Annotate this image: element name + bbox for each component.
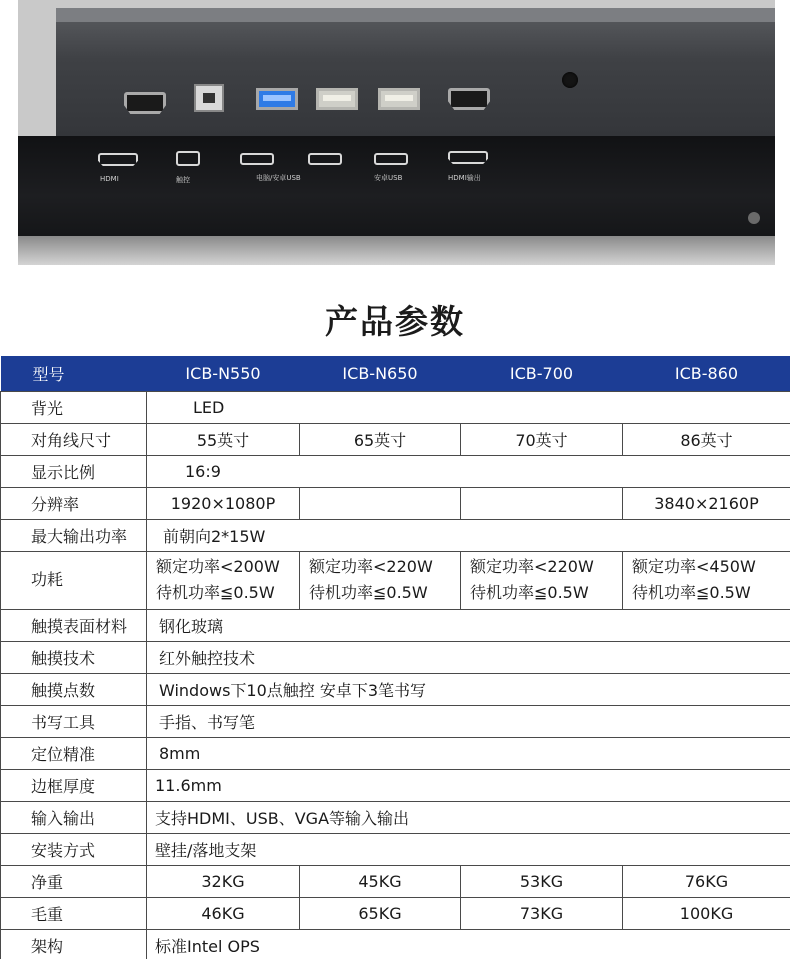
cell-value: 76KG: [623, 865, 790, 897]
cell-value: 53KG: [461, 865, 623, 897]
cell-value: [461, 487, 623, 519]
cell-value: 73KG: [461, 897, 623, 929]
table-row: [1, 519, 790, 551]
row-label: 背光: [1, 391, 147, 423]
row-label: 显示比例: [1, 455, 147, 487]
row-value: 壁挂/落地支架: [147, 833, 790, 865]
cell-value: 45KG: [300, 865, 461, 897]
row-value: 手指、书写笔: [147, 705, 790, 737]
standby-power: 待机功率≦0.5W: [309, 583, 428, 602]
row-value: 11.6mm: [147, 769, 790, 801]
row-value: 标准Intel OPS: [147, 929, 790, 959]
row-label: 触摸表面材料: [1, 609, 147, 641]
table-row: [1, 423, 790, 455]
cell-value: 46KG: [147, 897, 300, 929]
row-value: 红外触控技术: [147, 641, 790, 673]
row-value: 支持HDMI、USB、VGA等输入输出: [147, 801, 790, 833]
header-model: ICB-N550: [147, 356, 300, 391]
usb3-port-icon: [256, 88, 298, 110]
row-label: 净重: [1, 865, 147, 897]
hdmi-out-port-icon: [448, 88, 490, 110]
row-label: 定位精准: [1, 737, 147, 769]
row-label: 输入输出: [1, 801, 147, 833]
rated-power: 额定功率<450W: [632, 557, 756, 576]
table-row: [1, 391, 790, 423]
row-label: 触摸点数: [1, 673, 147, 705]
front-label: HDMI输出: [448, 174, 481, 182]
usb-b-port-icon: [194, 84, 224, 112]
cell-value: 1920×1080P: [147, 487, 300, 519]
top-port-panel: [56, 8, 775, 136]
row-label: 安装方式: [1, 833, 147, 865]
front-label: 安卓USB: [374, 174, 403, 182]
table-row: [1, 705, 790, 737]
table-header-row: [1, 356, 790, 391]
cell-value: 100KG: [623, 897, 790, 929]
cell-value: 55英寸: [147, 423, 300, 455]
hdmi-out-symbol-icon: [448, 151, 488, 164]
table-row: [1, 455, 790, 487]
cell-value: [461, 551, 623, 609]
header-model: ICB-860: [623, 356, 790, 391]
row-label: 边框厚度: [1, 769, 147, 801]
row-label: 分辨率: [1, 487, 147, 519]
front-label: 触控: [176, 176, 190, 184]
usb-symbol-icon: [374, 153, 408, 165]
table-row: [1, 897, 790, 929]
row-label: 书写工具: [1, 705, 147, 737]
header-model-label: 型号: [1, 356, 147, 391]
cell-value: 65英寸: [300, 423, 461, 455]
section-title: 产品参数: [325, 302, 465, 341]
standby-power: 待机功率≦0.5W: [156, 583, 275, 602]
cell-value: 70英寸: [461, 423, 623, 455]
table-row: [1, 865, 790, 897]
standby-power: 待机功率≦0.5W: [470, 583, 589, 602]
standby-power: 待机功率≦0.5W: [632, 583, 751, 602]
table-row: [1, 769, 790, 801]
header-model: ICB-N650: [300, 356, 461, 391]
cell-value: 65KG: [300, 897, 461, 929]
row-value: LED: [147, 391, 790, 423]
hdmi-port-icon: [124, 92, 166, 114]
usb-symbol-icon: [240, 153, 274, 165]
table-row: [1, 641, 790, 673]
row-label: 最大输出功率: [1, 519, 147, 551]
front-label-panel: [18, 136, 775, 236]
row-label: 毛重: [1, 897, 147, 929]
table-row: [1, 609, 790, 641]
rated-power: 额定功率<220W: [309, 557, 433, 576]
spec-table: [0, 356, 790, 959]
sensor-dot-icon: [562, 72, 578, 88]
row-value: 8mm: [147, 737, 790, 769]
row-label: 对角线尺寸: [1, 423, 147, 455]
table-row: [1, 551, 790, 609]
cell-value: [300, 551, 461, 609]
row-value: 16:9: [147, 455, 790, 487]
front-label: 电脑/安卓USB: [256, 174, 301, 182]
table-row: [1, 929, 790, 959]
row-value: 钢化玻璃: [147, 609, 790, 641]
cell-value: 3840×2160P: [623, 487, 790, 519]
row-label: 架构: [1, 929, 147, 959]
rated-power: 额定功率<220W: [470, 557, 594, 576]
cell-value: 32KG: [147, 865, 300, 897]
table-row: [1, 673, 790, 705]
cell-value: 86英寸: [623, 423, 790, 455]
hdmi-symbol-icon: [98, 153, 138, 166]
cell-value: [147, 551, 300, 609]
front-label: HDMI: [100, 175, 119, 183]
row-label: 触摸技术: [1, 641, 147, 673]
rated-power: 额定功率<200W: [156, 557, 280, 576]
table-row: [1, 737, 790, 769]
row-label: 功耗: [1, 551, 147, 609]
screw-icon: [748, 212, 760, 224]
table-row: [1, 487, 790, 519]
usb-port-icon: [316, 88, 358, 110]
usb-symbol-icon: [308, 153, 342, 165]
usb-b-symbol-icon: [176, 151, 200, 166]
row-value: 前朝向2*15W: [147, 519, 790, 551]
cell-value: [623, 551, 790, 609]
product-photo: [18, 0, 775, 265]
header-model: ICB-700: [461, 356, 623, 391]
usb-port-icon: [378, 88, 420, 110]
table-row: [1, 801, 790, 833]
table-row: [1, 833, 790, 865]
cell-value: [300, 487, 461, 519]
row-value: Windows下10点触控 安卓下3笔书写: [147, 673, 790, 705]
